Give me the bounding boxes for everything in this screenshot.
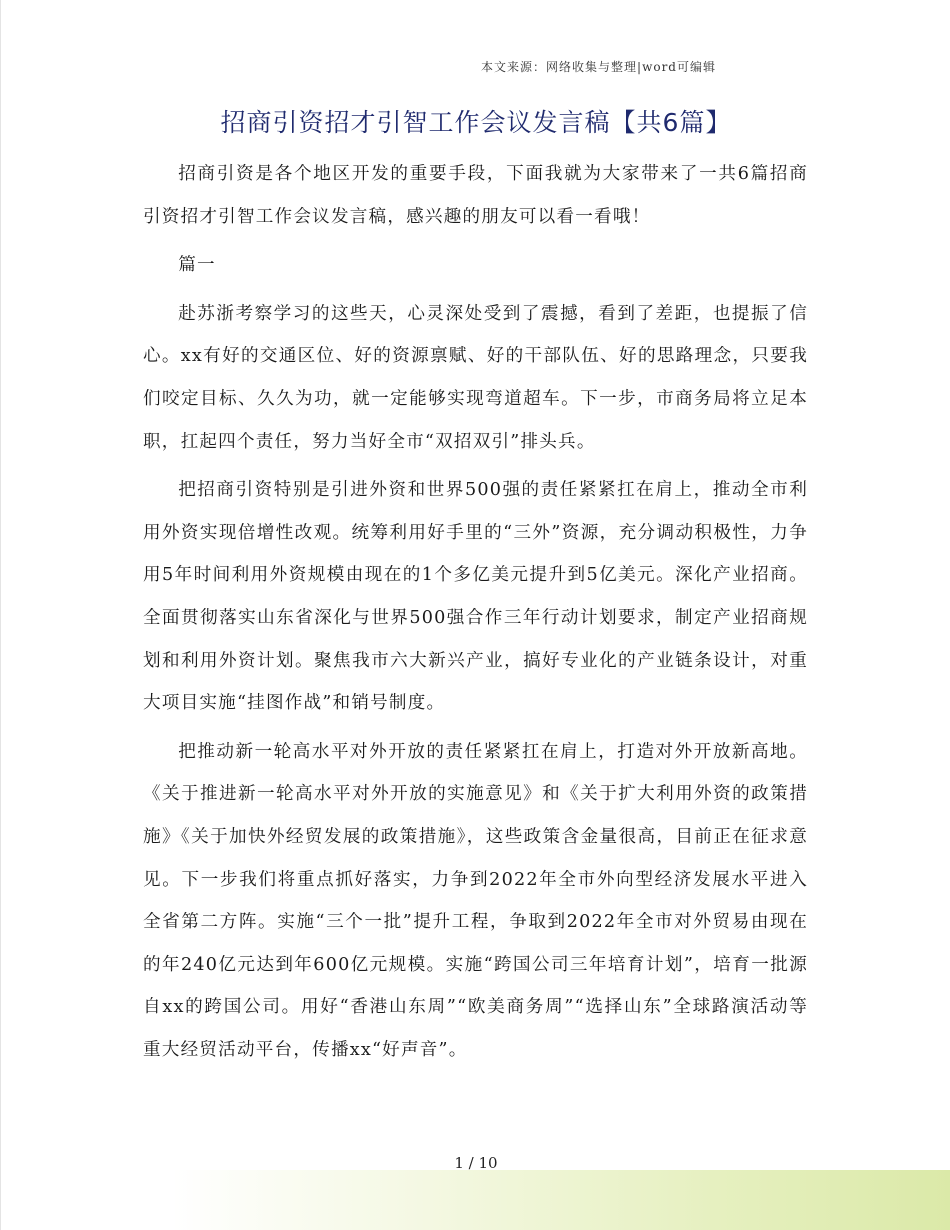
paragraph: 赴苏浙考察学习的这些天，心灵深处受到了震撼，看到了差距，也提振了信心。xx有好的交通区位、好的资源禀赋、好的干部队伍、好的思路理念，只要我们咬定目标、久久为功，就一定能够实现弯道超车。下一步，市商务局将立足本职，扛起四个责任，努力当好全市“双招双引”排头兵。 [143, 303, 808, 452]
footer-decoration [1, 1170, 950, 1230]
paragraph-intro: 招商引资是各个地区开发的重要手段，下面我就为大家带来了一共6篇招商引资招才引智工作会议发言稿，感兴趣的朋友可以看一看哦！ [143, 164, 808, 227]
document-title: 招商引资招才引智工作会议发言稿【共6篇】 [220, 108, 732, 137]
document-body [143, 153, 808, 1071]
paragraph: 把招商引资特别是引进外资和世界500强的责任紧紧扛在肩上，推动全市利用外资实现倍增性改观。统筹利用好手里的“三外”资源，充分调动积极性，力争用5年时间利用外资规模由现在的1个多亿美元提升到5亿美元。深化产业招商。全面贯彻落实山东省深化与世界500强合作三年行动计划要求，制定产业招商规划和利用外资计划。聚焦我市六大新兴产业，搞好专业化的产业链条设计，对重大项目实施“挂图作战”和销号制度。 [143, 480, 808, 714]
source-note: 本文来源：网络收集与整理|word可编辑 [481, 60, 716, 74]
paragraph: 把推动新一轮高水平对外开放的责任紧紧扛在肩上，打造对外开放新高地。《关于推进新一轮高水平对外开放的实施意见》和《关于扩大利用外资的政策措施》《关于加快外经贸发展的政策措施》，这些政策含金量很高，目前正在征求意见。下一步我们将重点抓好落实，力争到2022年全市外向型经济发展水平进入全省第二方阵。实施“三个一批”提升工程，争取到2022年全市对外贸易由现在的年240亿元达到年600亿元规模。实施“跨国公司三年培育计划”，培育一批源自xx的跨国公司。用好“香港山东周”“欧美商务周”“选择山东”全球路演活动等重大经贸活动平台，传播xx“好声音”。 [143, 741, 808, 1060]
section-heading: 篇一 [178, 255, 216, 276]
page-number: 1 / 10 [454, 1154, 498, 1172]
